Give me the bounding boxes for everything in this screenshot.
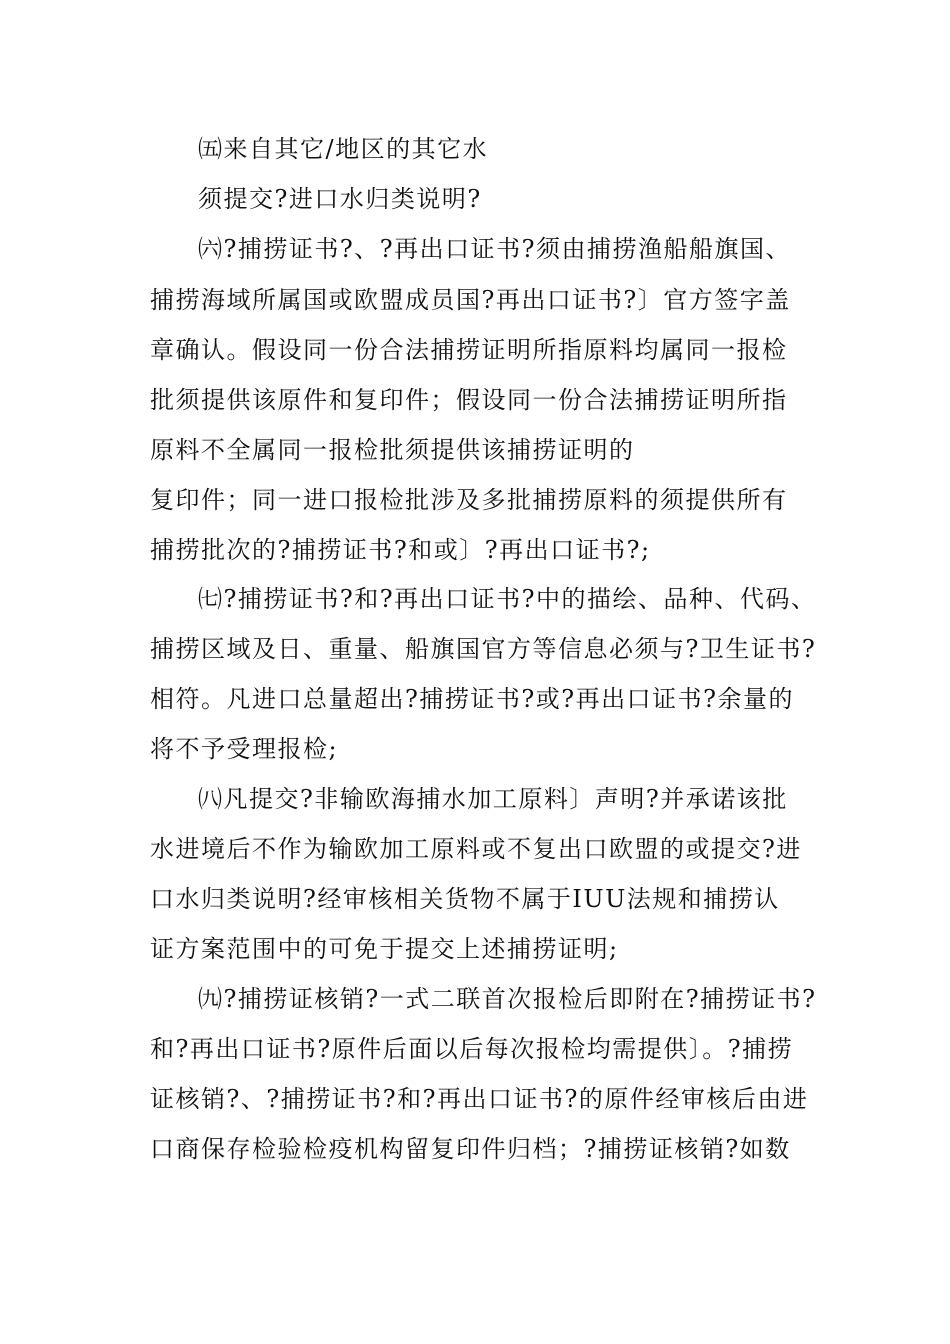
paragraph-6-line-3: 章确认。假设同一份合法捕捞证明所指原料均属同一报检: [150, 336, 788, 364]
paragraph-9-line-3: 证核销?、?捕捞证书?和?再出口证书?的原件经审核后由进: [150, 1085, 809, 1113]
paragraph-8-line-3: 口水归类说明?经审核相关货物不属于IUU法规和捕捞认: [150, 885, 780, 913]
paragraph-7-line-2: 捕捞区域及日、重量、船旗国官方等信息必须与?卫生证书?: [150, 635, 817, 663]
paragraph-9-line-4: 口商保存检验检疫机构留复印件归档；?捕捞证核销?如数: [150, 1135, 791, 1163]
paragraph-9-line-1: ㈨?捕捞证核销?一式二联首次报检后即附在?捕捞证书?: [198, 985, 817, 1013]
paragraph-7-line-3: 相符。凡进口总量超出?捕捞证书?或?再出口证书?余量的: [150, 685, 794, 713]
paragraph-7-line-4: 将不予受理报检;: [150, 735, 339, 763]
paragraph-9-line-2: 和?再出口证书?原件后面以后每次报检均需提供〕。?捕捞: [150, 1035, 794, 1063]
paragraph-5-line-2: 须提交?进口水归类说明?: [198, 185, 482, 213]
paragraph-8-line-4: 证方案范围中的可免于提交上述捕捞证明;: [150, 935, 619, 963]
paragraph-6-line-6: 复印件；同一进口报检批涉及多批捕捞原料的须提供所有: [150, 486, 788, 514]
paragraph-6-line-7: 捕捞批次的?捕捞证书?和或〕?再出口证书?;: [150, 536, 651, 564]
paragraph-6-line-2: 捕捞海域所属国或欧盟成员国?再出口证书?〕官方签字盖: [150, 286, 791, 314]
paragraph-6-line-1: ㈥?捕捞证书?、?再出口证书?须由捕捞渔船船旗国、: [198, 235, 791, 263]
paragraph-6-line-4: 批须提供该原件和复印件；假设同一份合法捕捞证明所指: [150, 386, 788, 414]
paragraph-6-line-5: 原料不全属同一报检批须提供该捕捞证明的: [150, 436, 635, 464]
paragraph-7-line-1: ㈦?捕捞证书?和?再出口证书?中的描绘、品种、代码、: [198, 585, 817, 613]
paragraph-5-heading: ㈤来自其它/地区的其它水: [198, 135, 489, 163]
paragraph-8-line-1: ㈧凡提交?非输欧海捕水加工原料〕声明?并承诺该批: [198, 785, 788, 813]
paragraph-8-line-2: 水进境后不作为输欧加工原料或不复出口欧盟的或提交?进: [150, 835, 802, 863]
